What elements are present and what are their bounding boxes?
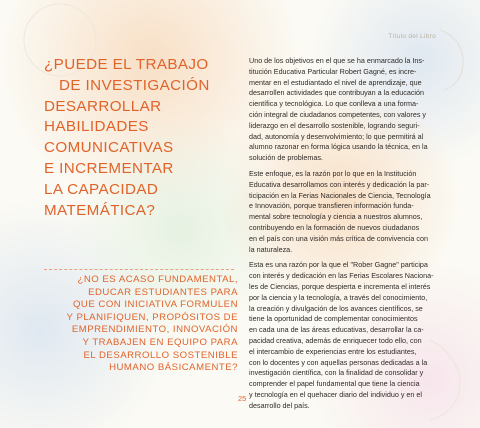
body-line: tiene la oportunidad de complementar conocimientos: [249, 314, 418, 324]
body-line: contribuyendo en la formación de nuevos ciudadanos: [249, 222, 420, 232]
body-line: la naturaleza.: [249, 244, 293, 254]
page-number: 25: [238, 394, 247, 403]
pull-quote: [44, 274, 238, 375]
body-line: en cada una de las áreas educativas, desarrollar la ca-: [249, 325, 424, 335]
quote-line: Y PLANIFIQUEN, PROPÓSITOS DE: [66, 311, 238, 323]
body-line: solución de problemas.: [249, 153, 323, 163]
body-line: Uno de los objetivos en el que se ha enmarcado la Ins-: [249, 56, 425, 65]
body-line: en el país con una visión más crítica de convivencia con: [249, 233, 428, 243]
quote-line: ¿NO ES ACASO FUNDAMENTAL,: [77, 274, 238, 285]
title-line: DESARROLLAR: [44, 97, 162, 115]
body-line: investigación científica, con la finalidad de consolidar y: [249, 368, 424, 378]
title-line: LA CAPACIDAD: [44, 180, 159, 198]
body-paragraph: [249, 56, 435, 164]
body-line: les de Ciencias, porque despierta e incrementa el interés: [249, 281, 431, 291]
page-title: [44, 55, 244, 221]
body-line: desarrollo del país.: [249, 400, 310, 410]
body-line: científica y tecnológica. Lo que conlleva a una forma-: [249, 99, 419, 109]
title-line: E INCREMENTAR: [44, 159, 174, 177]
body-text: [249, 56, 435, 417]
quote-line: QUE CON INICIATIVA FORMULEN: [72, 299, 238, 311]
body-line: Esta es una razón por la que el "Rober Gagne" participa: [249, 260, 428, 270]
body-line: desarrollen actividades que contribuyan a la educación: [249, 88, 425, 98]
body-line: mental sobre tecnología y ciencia a nuestros alumnos,: [249, 212, 423, 222]
running-head: Título del Libro: [388, 33, 436, 40]
body-line: la creación y divulgación de los avances científicos, se: [249, 303, 423, 313]
body-line: dad, autonomía y desenvolvimiento; lo que permitirá al: [249, 131, 424, 141]
quote-line: EDUCAR ESTUDIANTES PARA: [88, 286, 238, 298]
body-line: titución Educativa Particular Robert Gagné, es incre-: [249, 66, 417, 76]
body-line: mentar en el estudiantado el nivel de aprendizaje, que: [249, 77, 422, 87]
body-paragraph: [249, 169, 435, 255]
quote-line: EMPRENDIMIENTO, INNOVACIÓN: [71, 324, 238, 336]
body-line: por la ciencia y la tecnología, a través del conocimiento,: [249, 292, 428, 302]
body-line: el intercambio de experiencias entre los estudiantes,: [249, 346, 417, 356]
title-line: HABILIDADES: [44, 118, 149, 136]
body-line: ción integral de ciudadanos competentes, con valores y: [249, 109, 426, 119]
body-line: Educativa desarrollamos con interés y dedicación la par-: [249, 179, 430, 189]
body-line: pacidad creativa, además de enriquecer todo ello, con: [249, 335, 422, 345]
body-line: e Innovación, porque transfieren información funda-: [249, 201, 414, 211]
title-line: ¿PUEDE EL TRABAJO: [44, 56, 209, 73]
title-line: COMUNICATIVAS: [44, 139, 174, 157]
body-line: con lo docentes y con aquellas personas dedicadas a la: [249, 357, 428, 367]
body-line: ticipación en la Ferias Nacionales de Ciencia, Tecnología: [249, 190, 431, 200]
body-line: alumno razonar en forma lógica usando la técnica, en la: [249, 142, 428, 152]
title-line: MATEMÁTICA?: [44, 201, 156, 219]
title-line: DE INVESTIGACIÓN: [59, 76, 210, 94]
body-line: y tecnología en el quehacer diario del individuo y en el: [249, 389, 423, 399]
quote-line: Y TRABAJEN EN EQUIPO PARA: [82, 336, 238, 348]
body-line: liderazgo en el desarrollo sostenible, logrando seguri-: [249, 120, 420, 130]
divider: [44, 269, 234, 270]
quote-line: EL DESARROLLO SOSTENIBLE: [83, 349, 238, 361]
quote-line: HUMANO BÁSICAMENTE?: [109, 362, 238, 374]
body-line: con interés y dedicación en las Ferias Escolares Naciona-: [249, 271, 434, 281]
body-line: Este enfoque, es la razón por lo que en la Institución: [249, 168, 417, 178]
body-line: comprender el papel fundamental que tiene la ciencia: [249, 379, 420, 389]
body-paragraph: [249, 260, 435, 411]
